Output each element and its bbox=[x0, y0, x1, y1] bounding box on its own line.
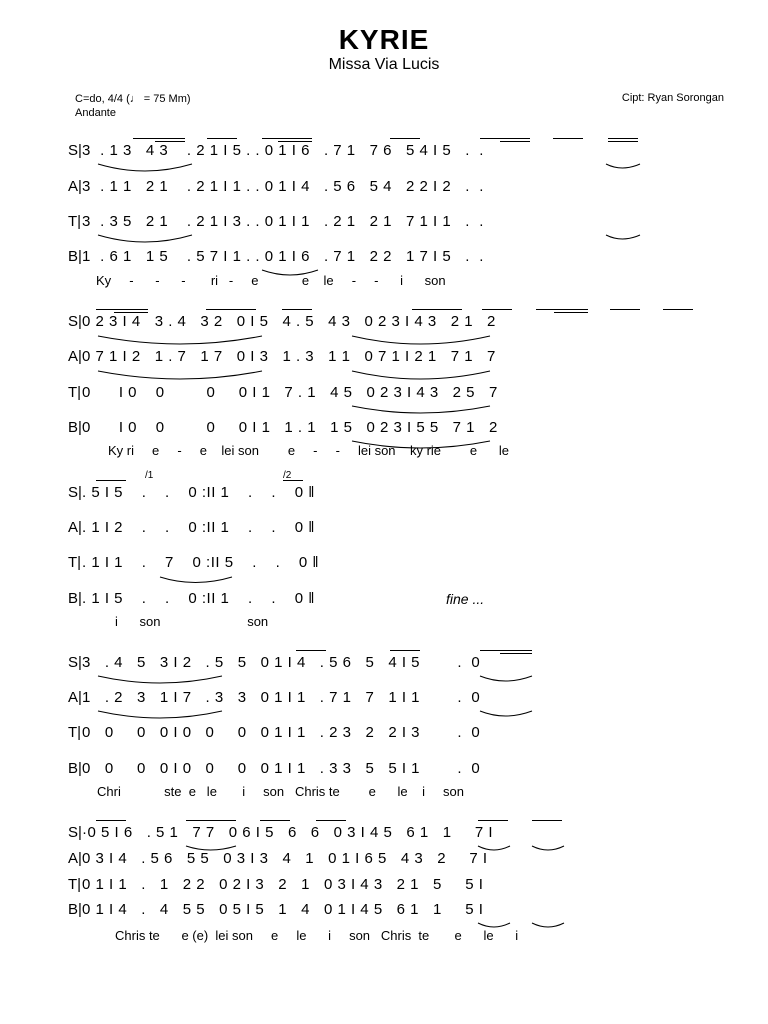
voice-label: B| bbox=[68, 760, 82, 777]
composer-credit: Cipt: Ryan Sorongan bbox=[621, 92, 724, 104]
slur bbox=[480, 676, 532, 681]
note-sequence: . 1 I 2 . . 0 :II 1 . . 0 ‖ bbox=[82, 519, 315, 536]
note-sequence: 1 . 6 1 1 5 . 5 7 I 1 . . 0 1 I 6 . 7 1 2 2 1 7 I 5 . . bbox=[82, 248, 484, 265]
voice-label: A| bbox=[68, 348, 82, 365]
voice-label: A| bbox=[68, 178, 82, 195]
note-sequence: 0 7 1 I 2 1 . 7 1 7 0 I 3 1 . 3 1 1 0 7 1 I 2 1 7 1 7 bbox=[82, 348, 496, 365]
note-sequence: ·0 5 I 6 . 5 1 7 7 0 6 I 5 6 6 0 3 I 4 5 6 1 1 7 I bbox=[82, 824, 494, 841]
note-sequence: 3 . 1 3 4 3 . 2 1 I 5 . . 0 1 I 6 . 7 1 7 6 5 4 I 5 . . bbox=[82, 142, 484, 159]
slur bbox=[98, 676, 222, 683]
page-subtitle: Missa Via Lucis bbox=[328, 56, 440, 73]
voice-label: A| bbox=[68, 519, 82, 536]
slur bbox=[532, 846, 564, 850]
voice-label: A| bbox=[68, 689, 82, 706]
lyrics-line: Chris te e (e) lei son e le i son Chris te e le i bbox=[115, 928, 519, 943]
volta-first: /1 bbox=[145, 470, 154, 481]
slur bbox=[98, 235, 192, 242]
slur bbox=[262, 270, 318, 275]
page-title: KYRIE bbox=[338, 24, 430, 55]
voice-label: T| bbox=[68, 724, 82, 741]
note-sequence: 0 2 3 I 4 3 . 4 3 2 0 I 5 4 . 5 4 3 0 2 3 I 4 3 2 1 2 bbox=[82, 313, 496, 330]
note-sequence: 3 . 4 5 3 I 2 . 5 5 0 1 I 4 . 5 6 5 4 I 5 . 0 bbox=[82, 654, 481, 671]
voice-label: T| bbox=[68, 554, 82, 571]
slur bbox=[160, 577, 232, 583]
voice-label: T| bbox=[68, 384, 82, 401]
note-sequence: 0 I 0 0 0 0 I 1 1 . 1 1 5 0 2 3 I 5 5 7 1 2 bbox=[82, 419, 498, 436]
note-sequence: . 1 I 1 . 7 0 :II 5 . . 0 ‖ bbox=[82, 554, 320, 571]
slur bbox=[606, 235, 640, 239]
note-sequence: 0 1 I 4 . 4 5 5 0 5 I 5 1 4 0 1 I 4 5 6 1 1 5 I bbox=[82, 901, 484, 918]
voice-label: T| bbox=[68, 876, 82, 893]
note-sequence: . 5 I 5 . . 0 :II 1 . . 0 ‖ bbox=[82, 484, 315, 501]
voice-label: S| bbox=[68, 824, 82, 841]
slur bbox=[532, 923, 564, 927]
note-sequence: 0 3 I 4 . 5 6 5 5 0 3 I 3 4 1 0 1 I 6 5 4 3 2 7 I bbox=[82, 850, 488, 867]
voice-label: A| bbox=[68, 850, 82, 867]
note-sequence: . 1 I 5 . . 0 :II 1 . . 0 ‖ bbox=[82, 590, 315, 607]
note-sequence: 3 . 1 1 2 1 . 2 1 I 1 . . 0 1 I 4 . 5 6 5 4 2 2 I 2 . . bbox=[82, 178, 484, 195]
voice-label: S| bbox=[68, 654, 82, 671]
lyrics-line: Ky ri e - e lei son e - - lei son ky rie e le bbox=[108, 443, 509, 458]
note-sequence: 0 1 I 1 . 1 2 2 0 2 I 3 2 1 0 3 I 4 3 2 1 5 5 I bbox=[82, 876, 484, 893]
voice-label: B| bbox=[68, 248, 82, 265]
slur bbox=[98, 371, 262, 379]
note-sequence: 1 . 2 3 1 I 7 . 3 3 0 1 I 1 . 7 1 7 1 I 1 . 0 bbox=[82, 689, 481, 706]
slur bbox=[478, 923, 510, 927]
slur bbox=[480, 711, 532, 716]
lyrics-line: Chri ste e le i son Chris te e le i son bbox=[97, 784, 465, 799]
voice-label: B| bbox=[68, 590, 82, 607]
voice-label: B| bbox=[68, 901, 82, 918]
slur bbox=[98, 336, 262, 344]
style-marking: Andante bbox=[75, 107, 116, 119]
tempo-marking: C=do, 4/4 (♩ = 75 Mm) bbox=[75, 93, 191, 105]
voice-label: S| bbox=[68, 484, 82, 501]
slur bbox=[186, 846, 236, 850]
note-sequence: 0 I 0 0 0 0 I 1 7 . 1 4 5 0 2 3 I 4 3 2 5 7 bbox=[82, 384, 498, 401]
slur bbox=[98, 164, 192, 171]
slur bbox=[352, 441, 490, 448]
voice-label: S| bbox=[68, 142, 82, 159]
slur bbox=[352, 371, 490, 379]
note-sequence: 0 0 0 0 I 0 0 0 0 1 I 1 . 3 3 5 5 I 1 . 0 bbox=[82, 760, 481, 777]
voice-label: T| bbox=[68, 213, 82, 230]
lyrics-line: Ky - - - ri - e e le - - i son bbox=[96, 273, 446, 288]
voice-label: S| bbox=[68, 313, 82, 330]
note-sequence: 3 . 3 5 2 1 . 2 1 I 3 . . 0 1 I 1 . 2 1 2 1 7 1 I 1 . . bbox=[82, 213, 484, 230]
volta-second: /2 bbox=[283, 470, 292, 481]
slur bbox=[478, 846, 510, 850]
slur bbox=[352, 406, 490, 413]
slur bbox=[98, 711, 222, 718]
lyrics-line: i son son bbox=[115, 614, 269, 629]
slur bbox=[352, 336, 490, 344]
slur bbox=[606, 164, 640, 168]
voice-label: B| bbox=[68, 419, 82, 436]
fine-marking: fine ... bbox=[446, 591, 485, 607]
note-sequence: 0 0 0 0 I 0 0 0 0 1 I 1 . 2 3 2 2 I 3 . 0 bbox=[82, 724, 481, 741]
